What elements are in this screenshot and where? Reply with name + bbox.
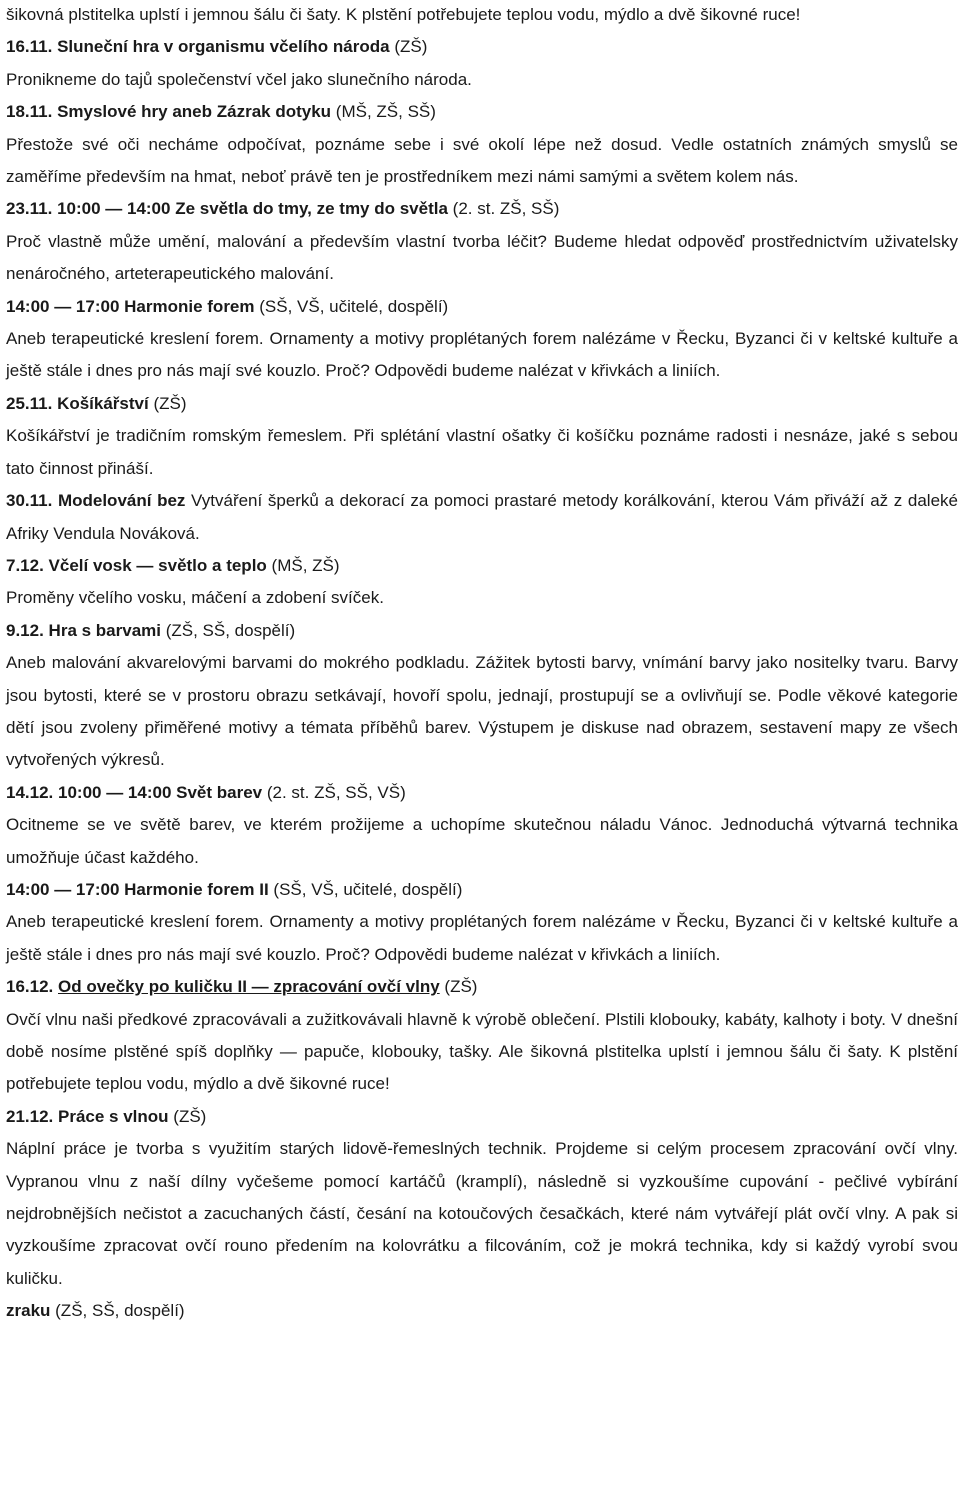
paragraph: Přestože své oči necháme odpočívat, poznáme sebe i své okolí lépe než dosud. Vedle ostatních známých smyslů se zaměříme především na hmat, neboť právě ten je prostředníkem mezi námi samými a světem kolem nás. bbox=[6, 134, 958, 187]
event-heading bbox=[6, 96, 958, 128]
event-date: 16.12. bbox=[6, 977, 54, 997]
event-audience: (ZŠ, SŠ, dospělí) bbox=[50, 1301, 185, 1321]
event-title: Práce s vlnou bbox=[58, 1106, 169, 1126]
event-heading bbox=[6, 615, 958, 647]
event-heading bbox=[6, 971, 958, 1003]
paragraph: Ovčí vlnu naši předkové zpracovávali a zužitkovávali hlavně k výrobě oblečení. Plstili klobouky, kabáty, kalhoty i boty. V dnešní době nosíme plstěné spíš doplňky — papuče, klobouky, tašky. Ale šikovná plstitelka uplstí i jemnou šálu či šaty. K plstění potřebujete teplou vodu, mýdlo a dvě šikovné ruce! bbox=[6, 1009, 958, 1094]
event-audience: (2. st. ZŠ, SŠ, VŠ) bbox=[262, 782, 406, 802]
event-heading bbox=[6, 485, 958, 550]
event-audience: (ZŠ) bbox=[148, 393, 187, 413]
event-title: Smyslové hry aneb Zázrak dotyku bbox=[57, 102, 332, 122]
event-audience: (ZŠ) bbox=[168, 1106, 207, 1126]
event-audience: (SŠ, VŠ, učitelé, dospělí) bbox=[254, 296, 449, 316]
paragraph: Aneb malování akvarelovými barvami do mokrého podkladu. Zážitek bytosti barvy, vnímání barvy jako nositelky tvaru. Barvy jsou bytosti, které se v prostoru obrazu setkávají, hovoří spolu, jednají, prostupují se a ovlivňují se. Podle věkové kategorie dětí jsou zvoleny přiměřené motivy a témata příběhů barev. Výstupem je diskuse nad obrazem, sestavení mapy ze všech vytvořených výkresů. bbox=[6, 653, 958, 770]
event-date: 14.12. bbox=[6, 782, 54, 802]
event-title: Hra s barvami bbox=[48, 620, 161, 640]
paragraph: Aneb terapeutické kreslení forem. Ornamenty a motivy proplétaných forem nalézáme v Řecku, Byzanci či v keltské kultuře a ještě stále i dnes pro nás mají své kouzlo. Proč? Odpovědi budeme nalézat v křivkách a liniích. bbox=[6, 329, 958, 381]
event-audience: (ZŠ) bbox=[389, 37, 428, 57]
event-heading bbox=[6, 388, 958, 420]
event-title: Ze světla do tmy, ze tmy do světla bbox=[175, 199, 448, 219]
paragraph: šikovná plstitelka uplstí i jemnou šálu či šaty. K plstění potřebujete teplou vodu, mýdlo a dvě šikovné ruce! bbox=[6, 5, 801, 24]
event-audience: (ZŠ, SŠ, dospělí) bbox=[161, 620, 296, 640]
event-title: Harmonie forem bbox=[124, 296, 255, 316]
document-body bbox=[6, 0, 958, 1328]
paragraph: Ocitneme se ve světě barev, ve kterém prožijeme a uchopíme skutečnou náladu Vánoc. Jednoduchá výtvarná technika umožňuje účast každého. bbox=[6, 815, 958, 867]
event-audience: (SŠ, VŠ, učitelé, dospělí) bbox=[268, 879, 463, 899]
paragraph: Proměny včelího vosku, máčení a zdobení svíček. bbox=[6, 588, 384, 608]
paragraph: Proč vlastně může umění, malování a především vlastní tvorba léčit? Budeme hledat odpověď prostřednictvím uživatelsky nenáročného, arteterapeutického malování. bbox=[6, 231, 958, 284]
event-title: Sluneční hra v organismu včelího národa bbox=[57, 37, 390, 57]
event-title: Svět barev bbox=[176, 782, 263, 802]
event-audience: Vytváření šperků a dekorací za pomoci prastaré metody korálkování, kterou Vám přiváží až z daleké Afriky Vendula Nováková. bbox=[6, 491, 958, 543]
event-date: 16.11. bbox=[6, 37, 53, 57]
paragraph: Náplní práce je tvorba s využitím starých lidově-řemeslných technik. Projdeme si celým procesem zpracování ovčí vlny. Vypranou vlnu z naší dílny vyčešeme pomocí kartáčů (kramplí), následně si vyzkoušíme cupování - pečlivé vybírání nejdrobnějších nečistot a zacuchaných částí, česání na kotoučových česačkách, které nám vytvářejí plát ovčí vlny. A pak si vyzkoušíme zpracovat ovčí rouno předením na kolovrátku a filcováním, což je mokrá technika, kdy si každý vyrobí svou kuličku. bbox=[6, 1139, 958, 1288]
event-heading bbox=[6, 550, 958, 582]
event-heading bbox=[6, 777, 958, 809]
event-audience: (2. st. ZŠ, SŠ) bbox=[447, 199, 560, 219]
event-audience: (MŠ, ZŠ, SŠ) bbox=[331, 102, 436, 122]
event-heading bbox=[6, 31, 958, 63]
event-date: 18.11. bbox=[6, 102, 53, 122]
event-title: zraku bbox=[6, 1301, 51, 1321]
event-date: 9.12. bbox=[6, 620, 44, 640]
event-heading bbox=[6, 193, 958, 225]
event-time: 14:00 — 17:00 bbox=[6, 296, 120, 316]
event-date: 30.11. bbox=[6, 491, 53, 511]
event-title: Modelování bez bbox=[57, 491, 186, 511]
event-date: 25.11. bbox=[6, 393, 53, 413]
event-title: Harmonie forem II bbox=[124, 879, 269, 899]
event-heading bbox=[6, 291, 958, 323]
event-audience: (MŠ, ZŠ) bbox=[266, 555, 340, 575]
event-heading bbox=[6, 874, 958, 906]
paragraph: Pronikneme do tajů společenství včel jako slunečního národa. bbox=[6, 69, 472, 89]
event-audience: (ZŠ) bbox=[439, 977, 478, 997]
event-time: 10:00 — 14:00 bbox=[58, 782, 172, 802]
event-time: 14:00 — 17:00 bbox=[6, 879, 120, 899]
paragraph: Aneb terapeutické kreslení forem. Ornamenty a motivy proplétaných forem nalézáme v Řecku, Byzanci či v keltské kultuře a ještě stále i dnes pro nás mají své kouzlo. Proč? Odpovědi budeme nalézat v křivkách a liniích. bbox=[6, 912, 958, 964]
event-title: Košíkářství bbox=[57, 393, 149, 413]
event-title: Od ovečky po kuličku II — zpracování ovčí vlny bbox=[58, 977, 440, 997]
event-date: 7.12. bbox=[6, 555, 44, 575]
event-title: Včelí vosk — světlo a teplo bbox=[48, 555, 267, 575]
paragraph: Košíkářství je tradičním romským řemeslem. Při splétání vlastní ošatky či košíčku poznáme radosti i nesnáze, jaké s sebou tato činnost přináší. bbox=[6, 426, 958, 478]
event-time: 10:00 — 14:00 bbox=[57, 199, 171, 219]
event-heading bbox=[6, 1101, 958, 1133]
event-date: 21.12. bbox=[6, 1106, 54, 1126]
event-heading bbox=[6, 1295, 958, 1327]
event-date: 23.11. bbox=[6, 199, 53, 219]
